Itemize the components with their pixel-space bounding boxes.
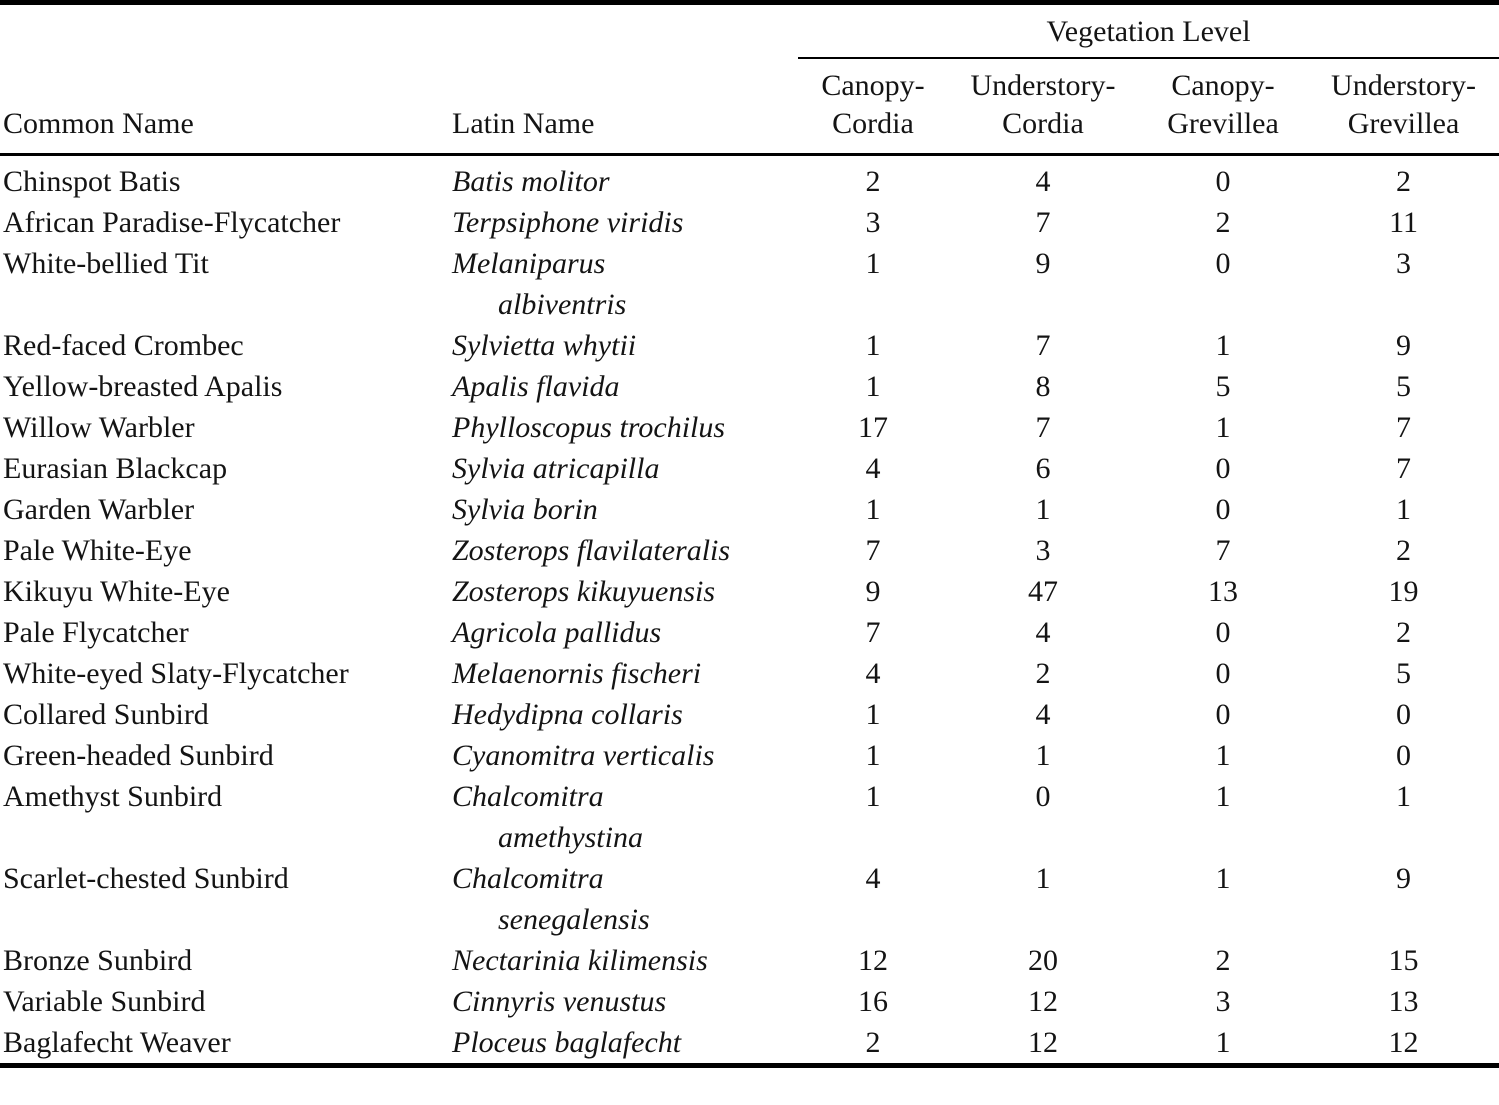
count-cell: 7: [865, 534, 881, 567]
common-name-cell: Red-faced Crombec: [3, 329, 244, 362]
count-cell: 1: [1215, 1026, 1231, 1059]
latin-name-line: Batis molitor: [452, 165, 610, 198]
header-line: Cordia: [1002, 107, 1084, 140]
table-row: [0, 155, 1499, 203]
table-row: [0, 243, 1499, 325]
table-row: [0, 448, 1499, 489]
col-header-understory-cordia: [948, 58, 1138, 155]
table-row: [0, 981, 1499, 1022]
count-cell: 1: [865, 739, 881, 772]
count-cell: 1: [865, 247, 881, 280]
latin-name-line: Ploceus baglafecht: [452, 1026, 682, 1059]
count-cell: 7: [1035, 411, 1051, 444]
count-cell: 1: [1215, 411, 1231, 444]
latin-name-cell: [452, 735, 798, 776]
common-name-cell: Variable Sunbird: [3, 985, 206, 1018]
count-cell: 12: [858, 944, 888, 977]
count-cell: 4: [865, 862, 881, 895]
table-row: [0, 571, 1499, 612]
count-cell: 7: [1396, 452, 1412, 485]
common-name-cell: Amethyst Sunbird: [3, 780, 223, 813]
header-line: Grevillea: [1347, 107, 1460, 140]
spanner-row: [0, 3, 1499, 59]
col-header-canopy-cordia: [798, 58, 948, 155]
table-row: [0, 202, 1499, 243]
count-cell: 2: [1396, 165, 1412, 198]
table-row: [0, 325, 1499, 366]
count-cell: 1: [1035, 739, 1051, 772]
latin-name-line: Terpsiphone viridis: [452, 206, 684, 239]
count-cell: 4: [1035, 616, 1051, 649]
count-cell: 7: [1396, 411, 1412, 444]
count-cell: 1: [1215, 862, 1231, 895]
count-cell: 1: [865, 698, 881, 731]
count-cell: 1: [1396, 493, 1412, 526]
count-cell: 0: [1215, 165, 1231, 198]
count-cell: 47: [1028, 575, 1058, 608]
count-cell: 0: [1396, 739, 1412, 772]
count-cell: 7: [1035, 329, 1051, 362]
common-name-cell: African Paradise-Flycatcher: [3, 206, 341, 239]
spanner-spacer: [0, 3, 798, 59]
latin-name-cell: [452, 243, 798, 325]
latin-name-line: Cinnyris venustus: [452, 985, 667, 1018]
table-row: [0, 940, 1499, 981]
latin-name-line: senegalensis: [498, 903, 650, 936]
latin-name-cell: [452, 571, 798, 612]
count-cell: 7: [1035, 206, 1051, 239]
table-row: [0, 366, 1499, 407]
latin-name-line: Chalcomitra: [452, 862, 604, 895]
latin-name-cell: [452, 489, 798, 530]
common-name-cell: Scarlet-chested Sunbird: [3, 862, 289, 895]
count-cell: 0: [1215, 616, 1231, 649]
count-cell: 1: [1035, 862, 1051, 895]
table-body: [0, 155, 1499, 1066]
latin-name-cell: [452, 530, 798, 571]
col-header-latin-name: Latin Name: [452, 58, 798, 155]
count-cell: 2: [1396, 534, 1412, 567]
latin-name-line: Melaniparus: [452, 247, 606, 280]
common-name-cell: Chinspot Batis: [3, 165, 181, 198]
count-cell: 7: [1215, 534, 1231, 567]
header-row: [0, 58, 1499, 155]
count-cell: 1: [1396, 780, 1412, 813]
latin-name-cell: [452, 448, 798, 489]
table-row: [0, 1022, 1499, 1066]
table-row: [0, 489, 1499, 530]
count-cell: 2: [1035, 657, 1051, 690]
count-cell: 2: [865, 165, 881, 198]
latin-name-line: Hedydipna collaris: [452, 698, 683, 731]
header-line: Canopy-: [1171, 69, 1275, 102]
count-cell: 12: [1028, 985, 1058, 1018]
table-row: [0, 776, 1499, 858]
col-header-canopy-grevillea: [1138, 58, 1308, 155]
count-cell: 5: [1396, 657, 1412, 690]
table-row: [0, 530, 1499, 571]
count-cell: 12: [1388, 1026, 1419, 1059]
table-row: [0, 612, 1499, 653]
latin-name-line: Melaenornis fischeri: [452, 657, 702, 690]
latin-name-cell: [452, 407, 798, 448]
common-name-cell: White-bellied Tit: [3, 247, 209, 280]
latin-name-cell: [452, 694, 798, 735]
count-cell: 19: [1388, 575, 1419, 608]
count-cell: 6: [1035, 452, 1051, 485]
count-cell: 11: [1389, 206, 1418, 239]
count-cell: 0: [1396, 698, 1412, 731]
count-cell: 3: [1035, 534, 1051, 567]
col-header-common-name: Common Name: [0, 58, 452, 155]
count-cell: 3: [1396, 247, 1412, 280]
count-cell: 7: [865, 616, 881, 649]
count-cell: 12: [1028, 1026, 1058, 1059]
table-row: [0, 858, 1499, 940]
common-name-cell: Bronze Sunbird: [3, 944, 193, 977]
count-cell: 4: [865, 452, 881, 485]
count-cell: 16: [858, 985, 888, 1018]
common-name-cell: Kikuyu White-Eye: [3, 575, 230, 608]
count-cell: 4: [1035, 165, 1051, 198]
count-cell: 5: [1396, 370, 1412, 403]
table-row: [0, 653, 1499, 694]
count-cell: 3: [1215, 985, 1231, 1018]
common-name-cell: Yellow-breasted Apalis: [3, 370, 283, 403]
common-name-cell: Green-headed Sunbird: [3, 739, 274, 772]
latin-name-cell: [452, 653, 798, 694]
latin-name-line: Zosterops kikuyuensis: [452, 575, 716, 608]
count-cell: 1: [1215, 739, 1231, 772]
common-name-cell: Collared Sunbird: [3, 698, 209, 731]
header-line: Cordia: [832, 107, 914, 140]
count-cell: 9: [1396, 862, 1412, 895]
common-name-cell: White-eyed Slaty-Flycatcher: [3, 657, 349, 690]
table-row: [0, 407, 1499, 448]
latin-name-line: Nectarinia kilimensis: [452, 944, 708, 977]
count-cell: 2: [865, 1026, 881, 1059]
table-row: [0, 694, 1499, 735]
latin-name-cell: [452, 776, 798, 858]
common-name-cell: Garden Warbler: [3, 493, 195, 526]
count-cell: 9: [1035, 247, 1051, 280]
count-cell: 1: [865, 493, 881, 526]
latin-name-line: Sylvia borin: [452, 493, 598, 526]
latin-name-cell: [452, 940, 798, 981]
col-header-understory-grevillea: [1308, 58, 1499, 155]
count-cell: 0: [1215, 247, 1231, 280]
latin-name-cell: [452, 858, 798, 940]
count-cell: 3: [865, 206, 881, 239]
count-cell: 0: [1215, 452, 1231, 485]
count-cell: 2: [1396, 616, 1412, 649]
latin-name-line: Apalis flavida: [452, 370, 620, 403]
common-name-cell: Baglafecht Weaver: [3, 1026, 231, 1059]
count-cell: 4: [1035, 698, 1051, 731]
common-name-cell: Pale White-Eye: [3, 534, 192, 567]
count-cell: 0: [1215, 657, 1231, 690]
common-name-cell: Willow Warbler: [3, 411, 195, 444]
latin-name-line: amethystina: [498, 821, 643, 854]
header-line: Understory-: [970, 69, 1116, 102]
count-cell: 0: [1035, 780, 1051, 813]
latin-name-cell: [452, 366, 798, 407]
count-cell: 13: [1208, 575, 1238, 608]
latin-name-cell: [452, 155, 798, 203]
count-cell: 0: [1215, 698, 1231, 731]
latin-name-line: Zosterops flavilateralis: [452, 534, 731, 567]
latin-name-cell: [452, 325, 798, 366]
count-cell: 2: [1215, 944, 1231, 977]
count-cell: 1: [1035, 493, 1051, 526]
count-cell: 1: [865, 329, 881, 362]
count-cell: 2: [1215, 206, 1231, 239]
latin-name-cell: [452, 1022, 798, 1066]
count-cell: 1: [1215, 329, 1231, 362]
latin-name-line: Sylvietta whytii: [452, 329, 637, 362]
latin-name-line: Sylvia atricapilla: [452, 452, 660, 485]
count-cell: 9: [1396, 329, 1412, 362]
count-cell: 4: [865, 657, 881, 690]
header-line: Grevillea: [1167, 107, 1279, 140]
latin-name-line: albiventris: [498, 288, 627, 321]
count-cell: 9: [865, 575, 881, 608]
latin-name-cell: [452, 202, 798, 243]
count-cell: 17: [858, 411, 888, 444]
header-line: Understory-: [1331, 69, 1476, 102]
latin-name-line: Phylloscopus trochilus: [452, 411, 726, 444]
table-head: [0, 3, 1499, 155]
vegetation-level-spanner: Vegetation Level: [798, 3, 1499, 59]
count-cell: 0: [1215, 493, 1231, 526]
latin-name-line: Chalcomitra: [452, 780, 604, 813]
latin-name-cell: [452, 612, 798, 653]
count-cell: 1: [1215, 780, 1231, 813]
header-line: Canopy-: [821, 69, 925, 102]
latin-name-line: Agricola pallidus: [452, 616, 662, 649]
count-cell: 8: [1035, 370, 1051, 403]
common-name-cell: Pale Flycatcher: [3, 616, 189, 649]
latin-name-line: Cyanomitra verticalis: [452, 739, 715, 772]
count-cell: 1: [865, 780, 881, 813]
count-cell: 15: [1388, 944, 1419, 977]
count-cell: 20: [1028, 944, 1058, 977]
latin-name-cell: [452, 981, 798, 1022]
count-cell: 13: [1388, 985, 1419, 1018]
table-row: [0, 735, 1499, 776]
common-name-cell: Eurasian Blackcap: [3, 452, 228, 485]
count-cell: 1: [865, 370, 881, 403]
count-cell: 5: [1215, 370, 1231, 403]
